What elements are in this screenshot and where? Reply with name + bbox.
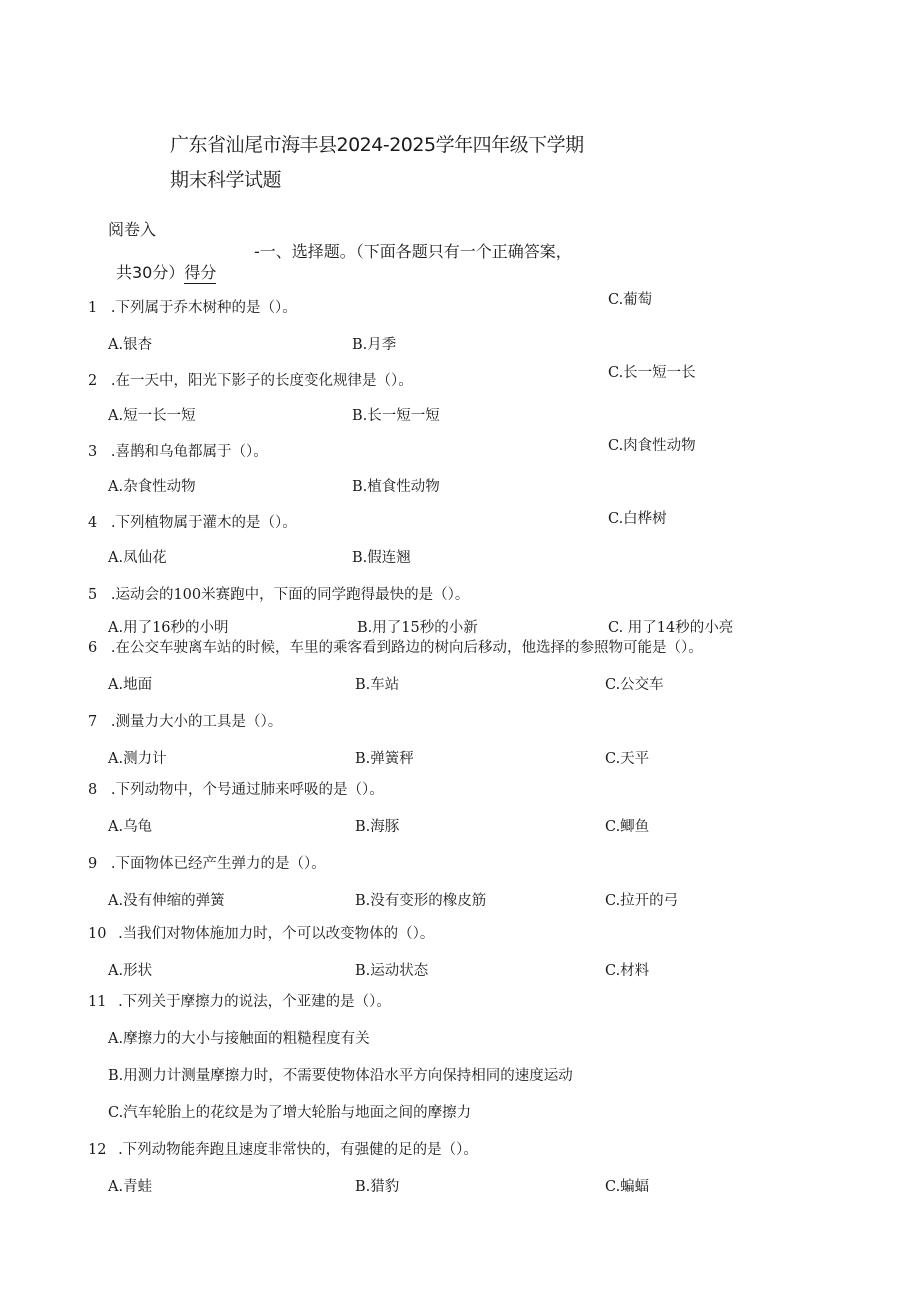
option-c[interactable]: C.汽车轮胎上的花纹是为了增大轮胎与地面之间的摩擦力 <box>108 1105 472 1121</box>
question-number: 11 <box>88 994 107 1010</box>
option-a[interactable]: A.青蛙 <box>108 1179 153 1195</box>
option-a[interactable]: A.地面 <box>108 677 153 693</box>
question-number: 6 <box>88 640 98 656</box>
question-text: .在公交车驶离车站的时候，车里的乘客看到路边的树向后移动，他选择的参照物可能是（）。 <box>110 640 703 656</box>
reader-label: 阅卷入 <box>108 220 157 239</box>
question-text: .运动会的100米赛跑中，下面的同学跑得最快的是（）。 <box>110 587 470 603</box>
question-8 <box>88 778 384 799</box>
question-text: .测量力大小的工具是（）。 <box>110 714 283 730</box>
option-b[interactable]: B.没有变形的橡皮筋 <box>355 893 487 909</box>
question-9 <box>88 852 326 873</box>
option-c[interactable]: C. 用了14秒的小亮 <box>608 620 734 636</box>
question-number: 9 <box>88 856 98 872</box>
option-b[interactable]: B.车站 <box>355 677 400 693</box>
question-text: .喜鹊和乌龟都属于（）。 <box>110 444 268 460</box>
question-text: .下列植物属于灌木的是（）。 <box>110 515 297 531</box>
question-7 <box>88 710 282 731</box>
question-number: 12 <box>88 1142 107 1158</box>
option-c[interactable]: C.蝙蝠 <box>605 1179 650 1195</box>
option-b[interactable]: B.猎豹 <box>355 1179 400 1195</box>
question-number: 7 <box>88 714 98 730</box>
option-b[interactable]: B.月季 <box>352 337 397 353</box>
option-a[interactable]: A.短一长一短 <box>108 408 196 424</box>
option-a[interactable]: A.没有伸缩的弹簧 <box>108 893 225 909</box>
section-heading-cont <box>116 260 216 283</box>
option-c[interactable]: C.白桦树 <box>608 511 667 527</box>
question-5 <box>88 583 469 604</box>
question-6 <box>88 636 703 657</box>
option-b[interactable]: B.海豚 <box>355 819 400 835</box>
option-a[interactable]: A.乌龟 <box>108 819 153 835</box>
option-a[interactable]: A.摩擦力的大小与接触面的粗糙程度有关 <box>108 1031 370 1047</box>
question-text: .当我们对物体施加力时，个可以改变物体的（）。 <box>118 926 435 942</box>
option-b[interactable]: B.用了15秒的小新 <box>357 620 478 636</box>
question-2 <box>88 369 413 390</box>
option-b[interactable]: B.用测力计测量摩擦力时，不需要使物体沿水平方向保持相同的速度运动 <box>108 1068 573 1084</box>
option-a[interactable]: A.用了16秒的小明 <box>108 620 229 636</box>
question-12 <box>88 1138 478 1159</box>
question-4 <box>88 511 297 532</box>
option-c[interactable]: C.拉开的弓 <box>605 893 679 909</box>
option-a[interactable]: A.杂食性动物 <box>108 479 196 495</box>
option-c[interactable]: C.天平 <box>605 751 650 767</box>
option-c[interactable]: C.葡萄 <box>608 292 653 308</box>
question-text: .下列属于乔木树种的是（）。 <box>110 300 297 316</box>
question-number: 4 <box>88 515 98 531</box>
option-a[interactable]: A.形状 <box>108 963 153 979</box>
option-b[interactable]: B.弹簧秤 <box>355 751 414 767</box>
question-text: .下面物体已经产生弹力的是（）。 <box>110 856 326 872</box>
exam-title-line1: 广东省汕尾市海丰县2024-2025学年四年级下学期 <box>170 134 584 156</box>
question-text: .下列关于摩擦力的说法，个亚建的是（）。 <box>118 994 391 1010</box>
option-b[interactable]: B.假连翘 <box>352 550 411 566</box>
option-c[interactable]: C.鲫鱼 <box>605 819 650 835</box>
option-c[interactable]: C.材料 <box>605 963 650 979</box>
question-11 <box>88 990 391 1011</box>
question-text: .在一天中，阳光下影子的长度变化规律是（）。 <box>110 373 413 389</box>
option-c[interactable]: C.公交车 <box>605 677 664 693</box>
question-number: 10 <box>88 926 107 942</box>
exam-title-line2: 期末科学试题 <box>170 169 282 191</box>
option-c[interactable]: C.长一短一长 <box>608 365 696 381</box>
option-b[interactable]: B.运动状态 <box>355 963 429 979</box>
question-3 <box>88 440 268 461</box>
question-number: 2 <box>88 373 98 389</box>
option-a[interactable]: A.银杏 <box>108 337 153 353</box>
option-a[interactable]: A.测力计 <box>108 751 167 767</box>
question-number: 3 <box>88 444 98 460</box>
option-c[interactable]: C.肉食性动物 <box>608 438 696 454</box>
question-1 <box>88 296 297 317</box>
question-text: .下列动物中，个号通过肺来呼吸的是（）。 <box>110 782 384 798</box>
option-b[interactable]: B.长一短一短 <box>352 408 440 424</box>
question-10 <box>88 922 434 943</box>
score-label: 得分 <box>184 263 217 282</box>
section-points: 共30分） <box>116 263 185 282</box>
option-b[interactable]: B.植食性动物 <box>352 479 440 495</box>
question-text: .下列动物能奔跑且速度非常快的，有强健的足的是（）。 <box>118 1142 478 1158</box>
question-number: 8 <box>88 782 98 798</box>
question-number: 5 <box>88 587 98 603</box>
option-a[interactable]: A.凤仙花 <box>108 550 167 566</box>
section-heading: -一、选择题。（下面各题只有一个正确答案， <box>254 242 572 261</box>
question-number: 1 <box>88 300 98 316</box>
